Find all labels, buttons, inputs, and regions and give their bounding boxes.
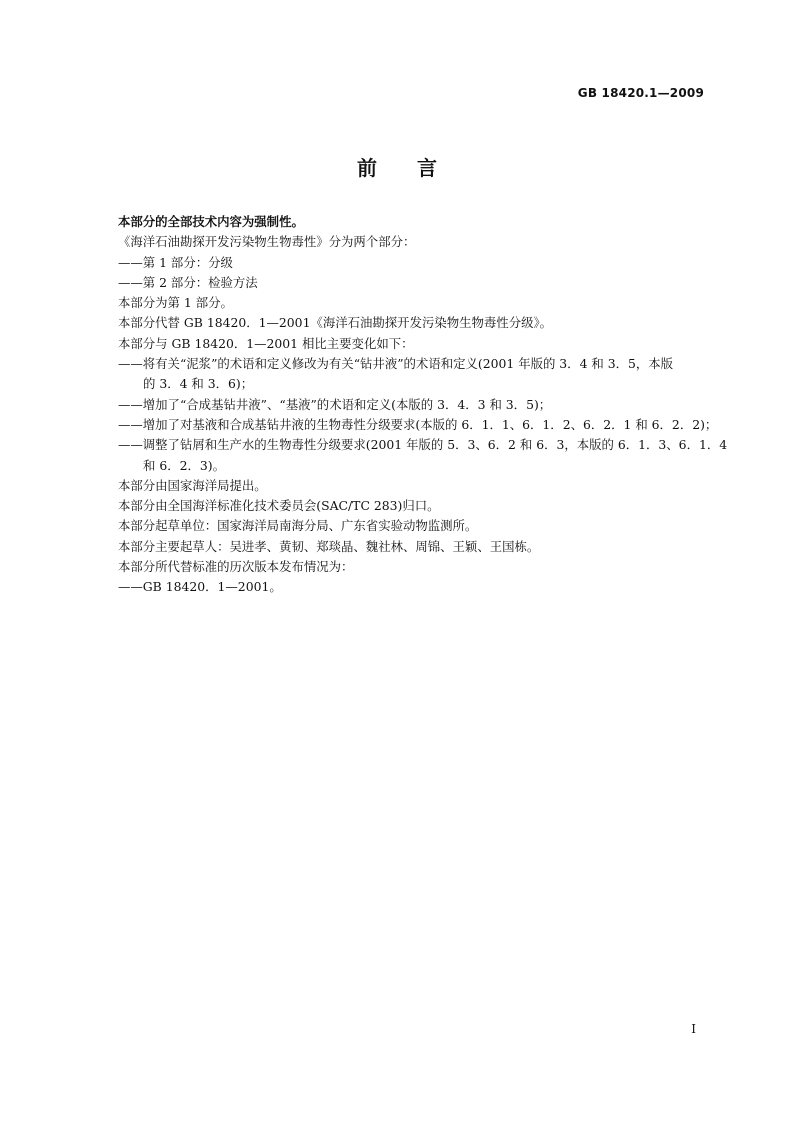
list-item: ——第 1 部分：分级: [118, 254, 233, 270]
list-item-continuation: 的 3．4 和 3．6)；: [143, 376, 254, 392]
page-title: 前言: [357, 156, 477, 180]
foreword-body: [118, 212, 728, 598]
list-item: ——调整了钻屑和生产水的生物毒性分级要求(2001 年版的 5．3、6．2 和 6．3，本版的 6．1．3、6．1．4: [118, 437, 728, 453]
text-line: 本部分的全部技术内容为强制性。: [118, 214, 304, 229]
list-item: ——将有关“泥浆”的术语和定义修改为有关“钻井液”的术语和定义(2001 年版的 3．4 和 3．5，本版: [118, 356, 674, 372]
text-line: 《海洋石油勘探开发污染物生物毒性》分为两个部分：: [118, 234, 416, 250]
list-item-continuation: 和 6．2．3)。: [143, 457, 225, 473]
text-line: 本部分代替 GB 18420．1—2001《海洋石油勘探开发污染物生物毒性分级》。: [118, 315, 553, 331]
text-line: 本部分与 GB 18420．1—2001 相比主要变化如下：: [118, 335, 414, 351]
text-line: 本部分由国家海洋局提出。: [118, 477, 267, 493]
list-item: ——增加了“合成基钻井液”、“基液”的术语和定义(本版的 3．4．3 和 3．5)；: [118, 396, 552, 412]
text-line: 本部分主要起草人：吴进孝、黄韧、郑琰晶、魏社林、周锦、王颖、王国栋。: [118, 538, 540, 554]
standard-code: GB 18420.1—2009: [577, 86, 704, 100]
text-line: 本部分所代替标准的历次版本发布情况为：: [118, 559, 354, 575]
text-line: 本部分为第 1 部分。: [118, 295, 233, 311]
page-number: I: [691, 1022, 696, 1036]
list-item: ——增加了对基液和合成基钻井液的生物毒性分级要求(本版的 6．1．1、6．1．2、6．2．1 和 6．2．2)；: [118, 416, 718, 432]
text-line: 本部分由全国海洋标准化技术委员会(SAC/TC 283)归口。: [118, 498, 440, 514]
text-line: 本部分起草单位：国家海洋局南海分局、广东省实验动物监测所。: [118, 518, 478, 534]
list-item: ——第 2 部分：检验方法: [118, 274, 258, 290]
list-item: ——GB 18420．1—2001。: [118, 579, 282, 595]
